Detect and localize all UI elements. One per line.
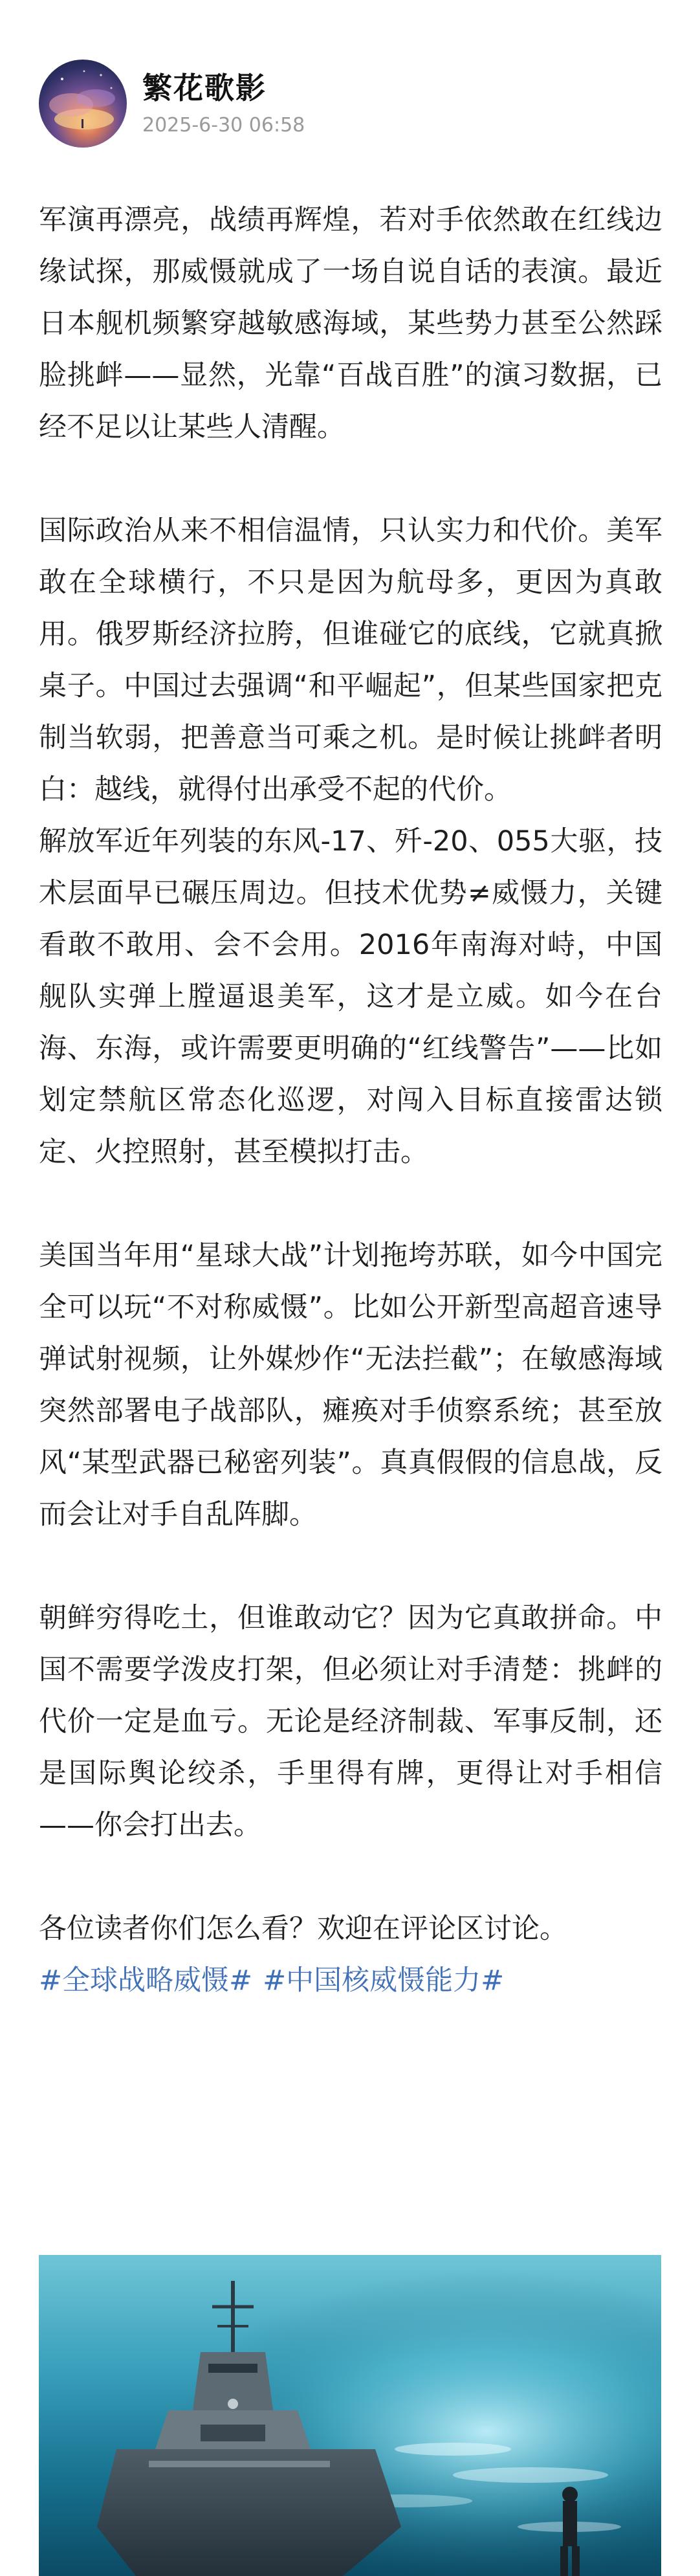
avatar-sunset-cloud-icon xyxy=(39,60,127,148)
paragraph-gap xyxy=(39,1540,662,1592)
author-name[interactable]: 繁花歌影 xyxy=(142,71,267,105)
paragraph-gap xyxy=(39,453,662,505)
paragraph-gap xyxy=(39,1178,662,1230)
topic-tags xyxy=(39,1955,662,2006)
topic-link-china-nuclear[interactable]: #中国核威慑能力# xyxy=(263,1964,505,1997)
article-body xyxy=(39,194,662,2006)
warship-at-sea-image-icon xyxy=(39,2255,661,2576)
article-paragraph-6: 各位读者你们怎么看？欢迎在评论区讨论。 xyxy=(39,1913,567,1945)
post-header xyxy=(39,60,661,150)
paragraph-gap xyxy=(39,1851,662,1903)
topic-link-global-strategy[interactable]: #全球战略威慑# xyxy=(39,1964,253,1997)
article-paragraph-3: 解放军近年列装的东风-17、歼-20、055大驱，技术层面早已碾压周边。但技术优势≠威慑力，关键看敢不敢用、会不会用。2016年南海对峙，中国舰队实弹上膛逼退美军，这才是立威。如今在台海、东海，或许需要更明确的“红线警告”——比如划定禁航区常态化巡逻，对闯入目标直接雷达锁定、火控照射，甚至模拟打击。 xyxy=(39,825,662,1168)
article-paragraph-2: 国际政治从来不相信温情，只认实力和代价。美军敢在全球横行，不只是因为航母多，更因为真敢用。俄罗斯经济拉胯，但谁碰它的底线，它就真掀桌子。中国过去强调“和平崛起”，但某些国家把克制当软弱，把善意当可乘之机。是时候让挑衅者明白：越线，就得付出承受不起的代价。 xyxy=(39,515,662,806)
article-paragraph-5: 朝鲜穷得吃土，但谁敢动它？因为它真敢拼命。中国不需要学泼皮打架，但必须让对手清楚：挑衅的代价一定是血亏。无论是经济制裁、军事反制，还是国际舆论绞杀，手里得有牌，更得让对手相信——你会打出去。 xyxy=(39,1602,662,1841)
article-paragraph-1: 军演再漂亮，战绩再辉煌，若对手依然敢在红线边缘试探，那威慑就成了一场自说自话的表演。最近日本舰机频繁穿越敏感海域，某些势力甚至公然踩脸挑衅——显然，光靠“百战百胜”的演习数据，已经不足以让某些人清醒。 xyxy=(39,204,662,443)
post-image[interactable] xyxy=(39,2255,661,2576)
post-timestamp: 2025-6-30 06:58 xyxy=(142,114,305,137)
author-avatar[interactable] xyxy=(39,60,127,148)
article-paragraph-4: 美国当年用“星球大战”计划拖垮苏联，如今中国完全可以玩“不对称威慑”。比如公开新型高超音速导弹试射视频，让外媒炒作“无法拦截”；在敏感海域突然部署电子战部队，瘫痪对手侦察系统；甚至放风“某型武器已秘密列装”。真真假假的信息战，反而会让对手自乱阵脚。 xyxy=(39,1239,662,1531)
